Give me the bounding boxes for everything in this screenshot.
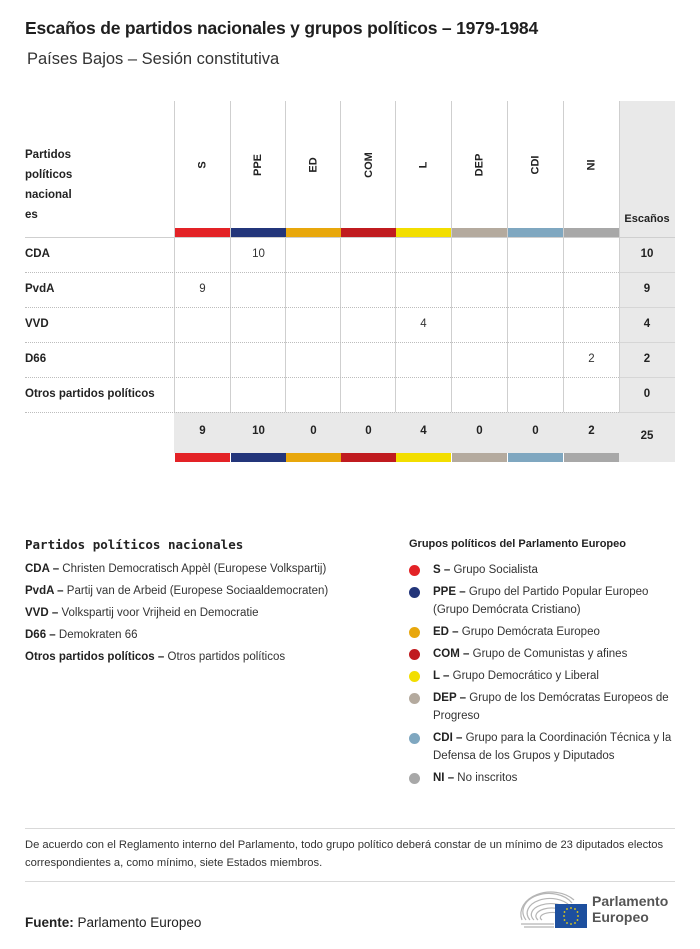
legend-name: Otros partidos políticos xyxy=(167,651,286,663)
legend-name: Grupo Socialista xyxy=(453,564,538,576)
legend-sep: – xyxy=(439,670,453,682)
column-total: 0 xyxy=(365,425,372,437)
row-divider xyxy=(25,342,675,343)
row-total: 0 xyxy=(643,388,651,400)
group-color-bar xyxy=(231,228,286,237)
legend-name: Christen Democratisch Appèl (Europese Volkspartij) xyxy=(62,563,327,575)
row-divider xyxy=(25,272,675,273)
group-color-bar xyxy=(452,228,507,237)
source-label: Fuente: xyxy=(25,915,74,930)
legend-national-title: Partidos políticos nacionales xyxy=(25,537,244,552)
row-party-label: D66 xyxy=(25,353,47,365)
legend-sep: – xyxy=(444,772,458,784)
legend-national-item xyxy=(25,585,328,597)
legend-code: DEP xyxy=(433,692,457,704)
legend-code: PvdA xyxy=(25,585,54,597)
legend-name: Grupo de los Demócratas Europeos de Progreso xyxy=(433,692,669,722)
legend-name: Grupo del Partido Popular Europeo (Grupo Demócrata Cristiano) xyxy=(433,586,649,616)
legend-color-dot-icon xyxy=(409,671,420,682)
legend-sep: – xyxy=(46,629,59,641)
legend-name: Grupo para la Coordinación Técnica y la Defensa de los Grupos y Diputados xyxy=(433,732,672,762)
legend-name: Partij van de Arbeid (Europese Sociaaldemocraten) xyxy=(66,585,329,597)
column-header-label: NI xyxy=(585,159,598,171)
group-color-bar xyxy=(508,228,563,237)
legend-name: Grupo Democrático y Liberal xyxy=(452,670,599,682)
legend-name: Grupo de Comunistas y afines xyxy=(472,648,628,660)
logo-text xyxy=(592,893,668,925)
table-cell: 10 xyxy=(252,248,265,260)
legend-group-item xyxy=(433,689,683,725)
legend-code: CDA xyxy=(25,563,50,575)
legend-code: L xyxy=(433,670,440,682)
column-header-s xyxy=(175,105,230,225)
seats-column-header: Escaños xyxy=(624,213,670,225)
european-parliament-logo xyxy=(518,890,678,930)
column-header-label: ED xyxy=(307,157,320,173)
column-header-label: S xyxy=(196,161,209,169)
legend-color-dot-icon xyxy=(409,649,420,660)
row-header-line: Partidos xyxy=(25,149,72,161)
group-color-bar xyxy=(508,453,563,462)
column-header-ni xyxy=(564,105,619,225)
legend-sep: – xyxy=(448,626,462,638)
legend-group-item xyxy=(433,729,683,765)
legend-group-item xyxy=(433,561,683,579)
legend-code: PPE xyxy=(433,586,457,598)
column-total: 0 xyxy=(476,425,483,437)
legend-color-dot-icon xyxy=(409,565,420,576)
table-cell: 2 xyxy=(588,353,595,365)
legend-group-item xyxy=(433,667,683,685)
legend-national-item xyxy=(25,629,138,641)
legend-sep: – xyxy=(459,648,473,660)
legend-national-item xyxy=(25,651,285,663)
legend-code: Otros partidos políticos xyxy=(25,651,155,663)
hemicycle-eu-flag-icon xyxy=(518,890,590,930)
group-color-bar xyxy=(341,228,396,237)
group-color-bar xyxy=(175,453,230,462)
source-line xyxy=(25,915,201,930)
source-value: Parlamento Europeo xyxy=(77,915,202,930)
footnote: De acuerdo con el Reglamento interno del Parlamento, todo grupo político deberá constar de un mínimo de 23 diputados electos correspondientes a, como mínimo, siete Estados miembros. xyxy=(25,839,664,869)
row-divider xyxy=(619,377,675,378)
legend-name: Demokraten 66 xyxy=(58,629,138,641)
group-color-bar xyxy=(396,453,451,462)
column-header-ed xyxy=(286,105,341,225)
column-total: 9 xyxy=(199,425,206,437)
row-divider xyxy=(619,342,675,343)
legend-code: VVD xyxy=(25,607,49,619)
legend-group-item xyxy=(433,623,683,641)
header-divider xyxy=(25,237,675,238)
legend-code: S xyxy=(433,564,441,576)
column-header-cdi xyxy=(508,105,563,225)
table-cell: 4 xyxy=(420,318,427,330)
legend-sep: – xyxy=(48,607,62,619)
column-header-ppe xyxy=(231,105,286,225)
legend-national-item xyxy=(25,607,259,619)
group-color-bar xyxy=(564,228,619,237)
legend-sep: – xyxy=(456,692,470,704)
row-divider xyxy=(25,307,675,308)
grand-total: 25 xyxy=(640,430,654,442)
legend-sep: – xyxy=(440,564,454,576)
legend-code: D66 xyxy=(25,629,47,641)
legend-group-item xyxy=(433,583,683,619)
legend-name: Grupo Demócrata Europeo xyxy=(461,626,600,638)
divider xyxy=(25,828,675,829)
seats-table xyxy=(0,0,700,470)
legend-color-dot-icon xyxy=(409,733,420,744)
row-party-label: PvdA xyxy=(25,283,55,295)
column-total: 4 xyxy=(420,425,427,437)
row-divider xyxy=(619,307,675,308)
row-header-line: políticos xyxy=(25,169,73,181)
row-divider xyxy=(619,412,675,413)
chart-title: Escaños de partidos nacionales y grupos políticos – 1979-1984 xyxy=(25,18,538,38)
group-color-bar xyxy=(231,453,286,462)
legend-sep: – xyxy=(49,563,63,575)
divider xyxy=(25,881,675,882)
chart-subtitle: Países Bajos – Sesión constitutiva xyxy=(27,50,280,68)
legend-name: No inscritos xyxy=(457,772,518,784)
column-total: 10 xyxy=(252,425,265,437)
column-total: 0 xyxy=(310,425,317,437)
column-header-label: CDI xyxy=(529,155,542,175)
legend-color-dot-icon xyxy=(409,693,420,704)
group-color-bar xyxy=(286,453,341,462)
legend-sep: – xyxy=(452,732,466,744)
column-total: 0 xyxy=(532,425,539,437)
legend-name: Volkspartij voor Vrijheid en Democratie xyxy=(61,607,259,619)
column-header-l xyxy=(396,105,451,225)
legend-groups-title: Grupos políticos del Parlamento Europeo xyxy=(409,538,626,550)
seats-column-background xyxy=(619,101,675,462)
row-divider xyxy=(25,377,675,378)
group-color-bar xyxy=(341,453,396,462)
row-party-label: Otros partidos políticos xyxy=(25,388,155,400)
group-color-bar xyxy=(286,228,341,237)
legend-sep: – xyxy=(154,651,168,663)
row-total: 9 xyxy=(643,283,651,295)
legend-sep: – xyxy=(53,585,67,597)
table-cell: 9 xyxy=(199,283,206,295)
legend-color-dot-icon xyxy=(409,587,420,598)
row-party-label: VVD xyxy=(25,318,49,330)
legend-code: CDI xyxy=(433,732,453,744)
legend-color-dot-icon xyxy=(409,773,420,784)
column-total: 2 xyxy=(588,425,595,437)
column-header-label: L xyxy=(417,161,430,169)
row-total: 2 xyxy=(643,353,651,365)
group-color-bar xyxy=(452,453,507,462)
legend-code: COM xyxy=(433,648,460,660)
column-header-com xyxy=(341,105,396,225)
legend-code: ED xyxy=(433,626,449,638)
row-header-line: nacional xyxy=(25,189,72,201)
column-header-label: DEP xyxy=(473,153,486,177)
legend-group-item xyxy=(433,645,683,663)
legend-code: NI xyxy=(433,772,445,784)
logo-line: Parlamento xyxy=(592,893,669,909)
row-total: 10 xyxy=(640,248,654,260)
group-color-bar xyxy=(564,453,619,462)
row-header-label xyxy=(25,145,105,225)
group-color-bar xyxy=(175,228,230,237)
legend-national-item xyxy=(25,563,326,575)
legend-group-item xyxy=(433,769,683,787)
column-header-dep xyxy=(452,105,507,225)
row-total: 4 xyxy=(643,318,651,330)
group-color-bar xyxy=(396,228,451,237)
logo-line: Europeo xyxy=(592,909,649,925)
row-divider xyxy=(25,412,675,413)
legend-sep: – xyxy=(456,586,469,598)
legend-color-dot-icon xyxy=(409,627,420,638)
row-party-label: CDA xyxy=(25,248,50,260)
row-divider xyxy=(619,272,675,273)
row-header-line: es xyxy=(25,209,38,221)
column-header-label: COM xyxy=(362,152,375,178)
column-header-label: PPE xyxy=(252,153,265,177)
